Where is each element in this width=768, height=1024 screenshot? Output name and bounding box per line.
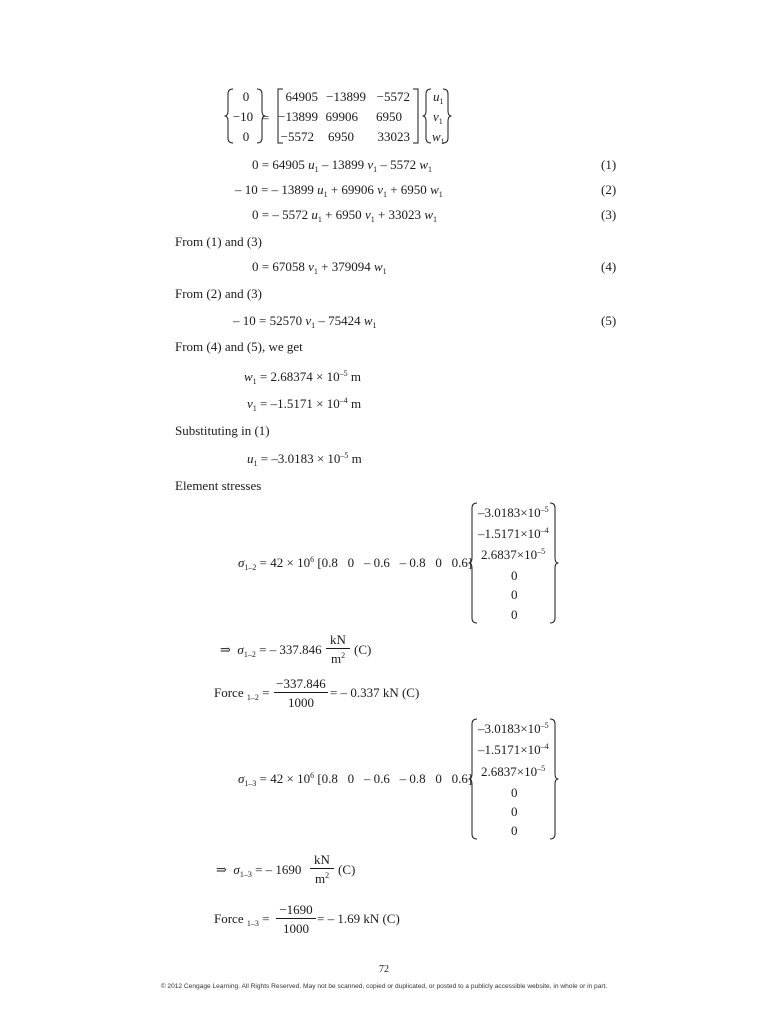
copyright-notice: © 2012 Cengage Learning. All Rights Reserved. May not be scanned, copied or duplicated, or posted to a publicly accessible website, in whole or in part.: [160, 983, 608, 990]
stress-1-2-left-brace: [468, 502, 478, 624]
vector-entry: 0: [511, 607, 518, 622]
lhs-2: 0: [242, 129, 250, 144]
lhs-1: −10: [232, 109, 254, 124]
stress-1-3-left-brace: [468, 718, 478, 840]
vector-entry: 0: [511, 823, 518, 838]
left-brace-rhs: [422, 88, 432, 144]
compression-tag-1-2: (C): [354, 642, 372, 657]
matrix-cell: 33023: [377, 129, 410, 144]
matrix-cell: 69906: [325, 109, 358, 124]
vector-entry: $-3.0183\times 10^{-5}$: [478, 505, 549, 520]
force-1-3-result: = – 1.69 kN (C): [317, 911, 400, 926]
vector-entry: $-1.5171\times 10^{-4}$: [478, 742, 549, 757]
force-1-3-label: Force $_{1-3}$ =: [214, 911, 270, 928]
equation-number-1: (1): [601, 157, 617, 172]
text-substituting: Substituting in (1): [175, 423, 270, 438]
equation-number-2: (2): [601, 182, 617, 197]
vector-entry: 0: [511, 804, 518, 819]
unit-fraction-1-3: $\frac{kN}{m^2}$: [310, 852, 334, 887]
stress-1-2-equation: $\sigma_{1-2} = 42 \times 10^6$ [0.8 0 – 0.6 – 0.8 0 0.6]: [238, 555, 473, 572]
result-sigma-1-2: ⇒ $\sigma_{1-2}$ = – 337.846: [220, 642, 322, 659]
vector-entry: $-3.0183\times 10^{-5}$: [478, 721, 549, 736]
text-from-1-3: From (1) and (3): [175, 234, 263, 249]
stress-1-3-equation: $\sigma_{1-3} = 42 \times 10^6$ [0.8 0 – 0.6 – 0.8 0 0.6]: [238, 771, 473, 788]
vector-entry: $2.6837\times 10^{-5}$: [481, 764, 546, 779]
vector-entry: 0: [511, 587, 518, 602]
vector-entry: $-1.5171\times 10^{-4}$: [478, 526, 549, 541]
unit-fraction-1-2: $\frac{kN}{m^2}$: [326, 632, 350, 667]
rhs-v1: $v_1$: [433, 109, 443, 126]
text-element-stresses: Element stresses: [175, 478, 262, 493]
vector-entry: $2.6837\times 10^{-5}$: [481, 547, 546, 562]
rhs-u1: $u_1$: [433, 89, 444, 106]
equation-number-3: (3): [601, 207, 617, 222]
equation-1: 0 = 64905 $u_1 - 13899$ $v_1 - 5572$ $w_1$: [252, 157, 433, 174]
equation-4: 0 = 67058 $v_1 + 379094$ $w_1$: [252, 259, 387, 276]
matrix-equals: =: [262, 110, 270, 125]
matrix-cell: 64905: [285, 89, 318, 104]
text-from-4-5: From (4) and (5), we get: [175, 339, 303, 354]
page-number: 72: [379, 964, 389, 975]
matrix-cell: −13899: [326, 89, 366, 104]
rhs-w1: $w_1$: [432, 129, 445, 146]
matrix-cell: −5572: [280, 129, 314, 144]
equation-5: – 10 = 52570 $v_1 - 75424$ $w_1$: [233, 313, 377, 330]
right-brace-rhs: [442, 88, 452, 144]
result-v1: $v_1 = -1.5171 \times 10^{-4}$ m: [247, 396, 362, 413]
lhs-0: 0: [242, 89, 250, 104]
force-1-2-fraction: $\frac{-337.846}{1000}$: [274, 676, 328, 711]
force-1-2-result: = – 0.337 kN (C): [330, 685, 420, 700]
result-w1: $w_1 = 2.68374 \times 10^{-5}$ m: [244, 369, 361, 386]
equation-3: 0 = – 5572 $u_1 + 6950$ $v_1 + 33023$ $w_1$: [252, 207, 437, 224]
matrix-cell: −5572: [376, 89, 410, 104]
equation-number-4: (4): [601, 259, 617, 274]
right-bracket: [412, 88, 420, 144]
matrix-cell: 6950: [376, 109, 402, 124]
stress-1-2-right-brace: [549, 502, 559, 624]
result-sigma-1-3: ⇒ $\sigma_{1-3}$ = – 1690: [216, 862, 302, 879]
matrix-cell: −13899: [278, 109, 318, 124]
equation-number-5: (5): [601, 313, 617, 328]
force-1-2-label: Force $_{1-2}$ =: [214, 685, 270, 702]
matrix-cell: 6950: [328, 129, 354, 144]
result-u1: $u_1 = -3.0183 \times 10^{-5}$ m: [247, 451, 362, 468]
compression-tag-1-3: (C): [338, 862, 356, 877]
vector-entry: 0: [511, 785, 518, 800]
stress-1-3-right-brace: [549, 718, 559, 840]
force-1-3-fraction: $\frac{-1690}{1000}$: [276, 902, 316, 937]
text-from-2-3: From (2) and (3): [175, 286, 263, 301]
equation-2: – 10 = – 13899 $u_1 + 69906$ $v_1 + 6950$ $w_1$: [235, 182, 443, 199]
vector-entry: 0: [511, 568, 518, 583]
